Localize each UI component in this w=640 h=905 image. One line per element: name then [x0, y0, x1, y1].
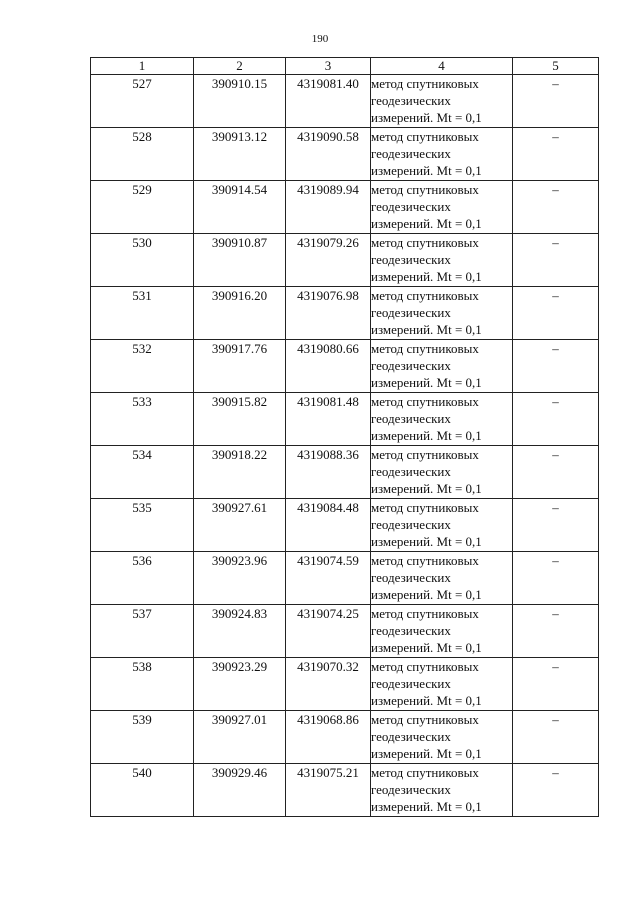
note-cell: – — [513, 552, 599, 605]
x-coordinate-cell: 390917.76 — [194, 340, 286, 393]
method-cell: метод спутниковых геодезических измерений. Mt = 0,1 — [371, 340, 513, 393]
table-row — [91, 234, 599, 287]
table-row — [91, 287, 599, 340]
table-row — [91, 393, 599, 446]
point-number-cell: 530 — [91, 234, 194, 287]
y-coordinate-cell: 4319090.58 — [286, 128, 371, 181]
note-cell: – — [513, 234, 599, 287]
method-cell: метод спутниковых геодезических измерений. Mt = 0,1 — [371, 181, 513, 234]
note-cell: – — [513, 128, 599, 181]
x-coordinate-cell: 390910.15 — [194, 75, 286, 128]
method-cell: метод спутниковых геодезических измерений. Mt = 0,1 — [371, 287, 513, 340]
table-row — [91, 711, 599, 764]
y-coordinate-cell: 4319081.40 — [286, 75, 371, 128]
table-row — [91, 340, 599, 393]
y-coordinate-cell: 4319088.36 — [286, 446, 371, 499]
y-coordinate-cell: 4319079.26 — [286, 234, 371, 287]
method-cell: метод спутниковых геодезических измерений. Mt = 0,1 — [371, 552, 513, 605]
note-cell: – — [513, 499, 599, 552]
method-cell: метод спутниковых геодезических измерений. Mt = 0,1 — [371, 499, 513, 552]
note-cell: – — [513, 446, 599, 499]
column-header: 5 — [513, 58, 599, 75]
method-cell: метод спутниковых геодезических измерений. Mt = 0,1 — [371, 128, 513, 181]
point-number-cell: 531 — [91, 287, 194, 340]
table-row — [91, 658, 599, 711]
method-cell: метод спутниковых геодезических измерений. Mt = 0,1 — [371, 393, 513, 446]
y-coordinate-cell: 4319089.94 — [286, 181, 371, 234]
point-number-cell: 528 — [91, 128, 194, 181]
page-number: 190 — [311, 33, 329, 45]
x-coordinate-cell: 390923.29 — [194, 658, 286, 711]
note-cell: – — [513, 711, 599, 764]
y-coordinate-cell: 4319080.66 — [286, 340, 371, 393]
method-cell: метод спутниковых геодезических измерений. Mt = 0,1 — [371, 711, 513, 764]
table-row — [91, 446, 599, 499]
note-cell: – — [513, 764, 599, 817]
x-coordinate-cell: 390913.12 — [194, 128, 286, 181]
x-coordinate-cell: 390924.83 — [194, 605, 286, 658]
table-row — [91, 128, 599, 181]
note-cell: – — [513, 340, 599, 393]
note-cell: – — [513, 181, 599, 234]
note-cell: – — [513, 287, 599, 340]
table-row — [91, 499, 599, 552]
note-cell: – — [513, 393, 599, 446]
x-coordinate-cell: 390927.01 — [194, 711, 286, 764]
point-number-cell: 540 — [91, 764, 194, 817]
coordinates-table — [90, 57, 599, 817]
point-number-cell: 529 — [91, 181, 194, 234]
column-header: 4 — [371, 58, 513, 75]
x-coordinate-cell: 390927.61 — [194, 499, 286, 552]
header-row — [91, 58, 599, 75]
table-row — [91, 552, 599, 605]
y-coordinate-cell: 4319081.48 — [286, 393, 371, 446]
x-coordinate-cell: 390910.87 — [194, 234, 286, 287]
y-coordinate-cell: 4319068.86 — [286, 711, 371, 764]
point-number-cell: 535 — [91, 499, 194, 552]
x-coordinate-cell: 390923.96 — [194, 552, 286, 605]
method-cell: метод спутниковых геодезических измерений. Mt = 0,1 — [371, 605, 513, 658]
point-number-cell: 538 — [91, 658, 194, 711]
note-cell: – — [513, 658, 599, 711]
x-coordinate-cell: 390929.46 — [194, 764, 286, 817]
y-coordinate-cell: 4319075.21 — [286, 764, 371, 817]
column-header: 1 — [91, 58, 194, 75]
x-coordinate-cell: 390915.82 — [194, 393, 286, 446]
y-coordinate-cell: 4319074.25 — [286, 605, 371, 658]
y-coordinate-cell: 4319084.48 — [286, 499, 371, 552]
point-number-cell: 532 — [91, 340, 194, 393]
note-cell: – — [513, 75, 599, 128]
table-row — [91, 605, 599, 658]
x-coordinate-cell: 390914.54 — [194, 181, 286, 234]
y-coordinate-cell: 4319074.59 — [286, 552, 371, 605]
method-cell: метод спутниковых геодезических измерений. Mt = 0,1 — [371, 764, 513, 817]
y-coordinate-cell: 4319070.32 — [286, 658, 371, 711]
column-header: 3 — [286, 58, 371, 75]
table-body — [91, 75, 599, 817]
note-cell: – — [513, 605, 599, 658]
point-number-cell: 534 — [91, 446, 194, 499]
y-coordinate-cell: 4319076.98 — [286, 287, 371, 340]
column-header: 2 — [194, 58, 286, 75]
table-row — [91, 75, 599, 128]
method-cell: метод спутниковых геодезических измерений. Mt = 0,1 — [371, 446, 513, 499]
point-number-cell: 537 — [91, 605, 194, 658]
table-row — [91, 764, 599, 817]
point-number-cell: 536 — [91, 552, 194, 605]
table-row — [91, 181, 599, 234]
point-number-cell: 539 — [91, 711, 194, 764]
point-number-cell: 527 — [91, 75, 194, 128]
x-coordinate-cell: 390916.20 — [194, 287, 286, 340]
method-cell: метод спутниковых геодезических измерений. Mt = 0,1 — [371, 234, 513, 287]
point-number-cell: 533 — [91, 393, 194, 446]
x-coordinate-cell: 390918.22 — [194, 446, 286, 499]
method-cell: метод спутниковых геодезических измерений. Mt = 0,1 — [371, 658, 513, 711]
method-cell: метод спутниковых геодезических измерений. Mt = 0,1 — [371, 75, 513, 128]
